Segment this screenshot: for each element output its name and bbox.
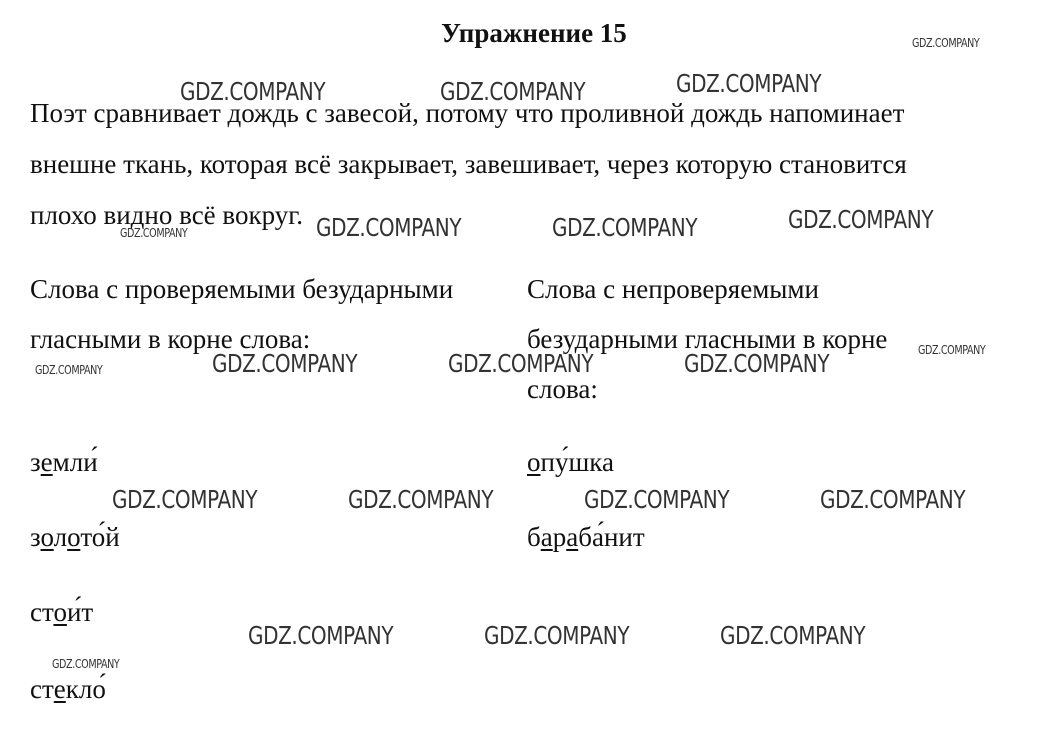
watermark: GDZ.COMPANY (120, 226, 188, 240)
underlined-vowel: а (566, 522, 579, 552)
watermark: GDZ.COMPANY (684, 349, 830, 378)
watermark: GDZ.COMPANY (52, 657, 120, 671)
left-heading-line-1: Слова с проверяемыми безударными (30, 274, 454, 304)
word-part: и́т (66, 597, 94, 627)
watermark: GDZ.COMPANY (448, 349, 594, 378)
word-part: то́й (80, 522, 120, 552)
underlined-vowel: о (53, 597, 67, 627)
word-part: ст (30, 597, 54, 627)
watermark: GDZ.COMPANY (720, 621, 866, 650)
underlined-vowel: о (67, 522, 81, 552)
word-part: р (552, 522, 567, 552)
word-zolotoy (30, 520, 120, 554)
watermark: GDZ.COMPANY (248, 621, 394, 650)
right-heading-line-1: Слова с непроверяемыми (527, 274, 819, 304)
word-part: мли́ (52, 447, 98, 477)
watermark: GDZ.COMPANY (440, 77, 586, 106)
word-stoit (30, 595, 93, 629)
watermark: GDZ.COMPANY (316, 213, 462, 242)
watermark: GDZ.COMPANY (788, 205, 934, 234)
watermark: GDZ.COMPANY (35, 363, 103, 377)
unchecked-vowels-heading (527, 264, 947, 414)
word-part: пу́шка (540, 447, 614, 477)
watermark: GDZ.COMPANY (212, 349, 358, 378)
watermark: GDZ.COMPANY (348, 485, 494, 514)
word-part: з (30, 522, 41, 552)
paragraph-line-2: внешне ткань, которая всё закрывает, завешивает, через которую становится (30, 149, 907, 179)
exercise-title: Упражнение 15 (441, 18, 627, 48)
watermark: GDZ.COMPANY (552, 213, 698, 242)
word-part: кло́ (65, 674, 106, 704)
word-zemli (30, 445, 98, 479)
watermark: GDZ.COMPANY (180, 77, 326, 106)
watermark: GDZ.COMPANY (676, 69, 822, 98)
word-part: ст (30, 674, 54, 704)
underlined-vowel: е (53, 674, 66, 704)
word-steklo (30, 672, 106, 706)
word-opushka (527, 445, 614, 479)
word-part: л (53, 522, 68, 552)
word-barabanit (527, 520, 645, 554)
watermark: GDZ.COMPANY (918, 343, 986, 357)
word-part: б (527, 522, 541, 552)
watermark: GDZ.COMPANY (820, 485, 966, 514)
underlined-vowel: е (40, 447, 53, 477)
watermark: GDZ.COMPANY (484, 621, 630, 650)
watermark: GDZ.COMPANY (912, 36, 980, 50)
left-heading-line-2: гласными в корне слова: (30, 324, 311, 354)
paragraph-line-1: Поэт сравнивает дождь с завесой, потому что проливной дождь напоминает (30, 98, 905, 128)
underlined-vowel: о (40, 522, 54, 552)
word-part: ба́нит (578, 522, 645, 552)
underlined-vowel: о (527, 447, 541, 477)
word-part: з (30, 447, 41, 477)
right-heading-line-3: слова: (527, 374, 598, 404)
watermark: GDZ.COMPANY (584, 485, 730, 514)
underlined-vowel: а (540, 522, 553, 552)
right-heading-line-2: безударными гласными в корне (527, 324, 888, 354)
watermark: GDZ.COMPANY (112, 485, 258, 514)
paragraph-line-3: плохо видно всё вокруг. (30, 200, 304, 230)
